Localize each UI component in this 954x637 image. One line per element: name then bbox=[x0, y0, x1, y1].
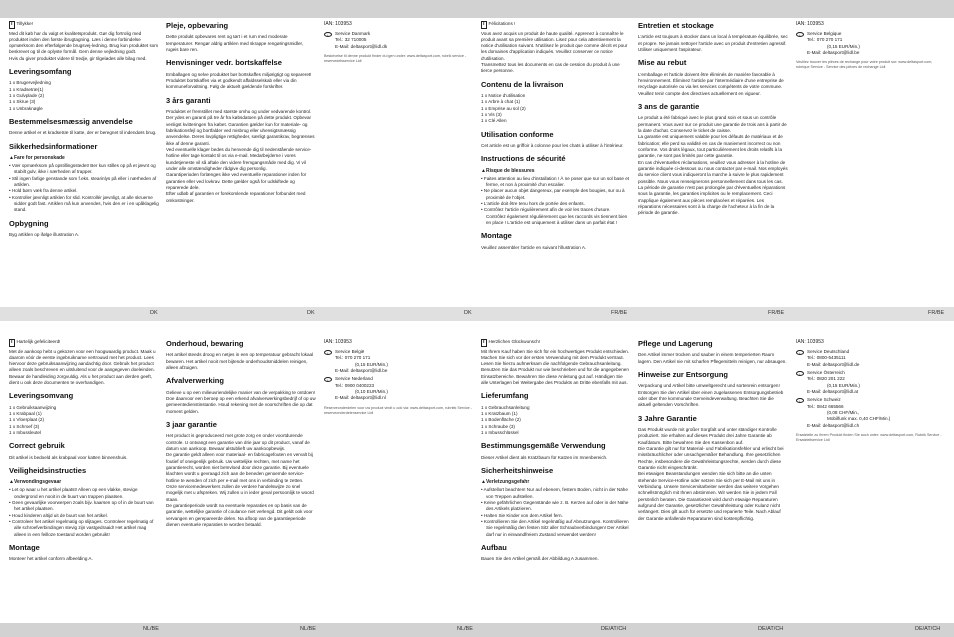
top-band bbox=[0, 0, 954, 18]
bullet: • Halten Sie Kinder von dem Artikel fern. bbox=[481, 512, 563, 518]
service-tel: Tel.: 0800-5435111 bbox=[807, 355, 846, 361]
fr-column-3 bbox=[796, 21, 946, 305]
intro-text: Met de aankoop hebt u gekozen voor een hoogwaardig product. Maak u daarom vóór de eerste ingebruikname vertrouwd met het product. Lees hiervoor deze gebruiksaanwijzing aandachtig door. Gebruik het product alleen zoals beschreven en uitsluitend voor de aangegeven doeleinden. Bewaar de handleiding zorgvuldig. Als u het product aan derden geeft, dient u ook deze documenten te overhandigen. bbox=[9, 348, 156, 386]
heading: Aufbau bbox=[481, 542, 507, 552]
lang-label: DK bbox=[307, 310, 315, 316]
service-tel: Tel.: 070 270 171 bbox=[807, 37, 843, 43]
bullet: • Let op waar u het artikel plaatst! Alleen op een vlakke, stevige ondergrond en nooit in de buurt van trappen plaatsen. bbox=[9, 487, 138, 499]
middle-band bbox=[0, 307, 954, 321]
heading: Hinweise zur Entsorgung bbox=[638, 370, 729, 379]
heading: Instructions de sécurité bbox=[481, 154, 566, 164]
service-block bbox=[796, 370, 946, 395]
intro-title: Félicitations ! bbox=[488, 21, 516, 26]
service-rate: (0,10 EUR/Min.) bbox=[355, 388, 388, 394]
service-block bbox=[796, 397, 946, 429]
service-name: Service Schweiz bbox=[807, 397, 841, 403]
intro-title: Herzlichen Glückwunsch! bbox=[488, 339, 541, 344]
heading: Montage bbox=[481, 231, 512, 241]
service-block bbox=[324, 31, 474, 50]
service-name: Service Danmark bbox=[335, 30, 371, 36]
footnote: Ersatzteile zu Ihrem Produkt finden Sie auch unter: www.deltasport.com, Rubrik Service - Ersatzteilservice Lidl bbox=[796, 432, 942, 442]
scope-item: 1 x Inbussleutel bbox=[9, 430, 41, 436]
lang-label: DE/AT/CH bbox=[601, 626, 627, 632]
scope-item: 1 x Unbraknøgle bbox=[9, 105, 43, 111]
heading: Bestimmungsgemäße Verwendung bbox=[481, 441, 606, 451]
intro bbox=[9, 339, 159, 347]
disposal-text: Gelieve u op een milieuvriendelijke manier van de verpakking te ontdoen! Doe daarvoor een beroep op een erkend afvalverwerkingsbedrijf of op uw gemeentedienstinstantie. Houd rekening met de voorschriften die op dat moment gelden. bbox=[166, 389, 316, 414]
lang-label: NL/BE bbox=[143, 626, 159, 632]
build-text: Veuillez assembler l'article en suivant l'illustration A. bbox=[481, 244, 587, 250]
lang-label: DK bbox=[150, 310, 158, 316]
service-name: Service Deutschland bbox=[807, 348, 850, 354]
service-rate: (0,15 EUR/Min.) bbox=[827, 43, 860, 49]
heading: Lieferumfang bbox=[481, 391, 529, 401]
service-mail: E-Mail: deltasport@lidl.be bbox=[335, 367, 388, 373]
bullet: • Faites attention au lieu d'installation ! À ne poser que sur un sol base et ferme, et non à proximité d'un escalier. bbox=[481, 175, 630, 188]
scope-item: 1 x Vloerplaat (2) bbox=[9, 417, 44, 423]
scope-item: 1 x Gulvplade (2) bbox=[9, 93, 44, 99]
service-mail: E-Mail: deltasport@lidl.de bbox=[807, 361, 860, 367]
scope-item: 1 x Clé Allen bbox=[481, 118, 507, 124]
heading: Sicherheitshinweise bbox=[481, 466, 554, 476]
bullet: • Geen gevaarlijke voorwerpen zoals bijv. kaarsen op of in de buurt van het artikel plaatsen. bbox=[9, 500, 154, 512]
footnote: Reserveonderdelen voor uw product vindt u ook via: www.deltasport.com, rubriek Service - reserveonderdelenservice Lidl bbox=[324, 405, 472, 415]
info-icon: i bbox=[483, 21, 485, 27]
warranty-text: Produktet er fremstillet med største omhu og under vedvarende kontrol. Der ydes en garanti på tre år fra købsdatoen på dette produkt. Opbevar venligst kvitteringen fra købet. Garantien gælder kun for materiale- og fabrikationsfejl og bortfalder ved misbrug eller uhensigtsmæssig anvendelse. Deres lovpligtige rettigheder, særligt garantikrav, begrænses ikke af denne garanti. Ved eventuelle klager bedes du henvende dig til nedenstående service-hotline eller tage kontakt til os via e-mail. Medarbejderne i vores kundetjeneste vil så aftale den videre fremgangsmåde med dig. Vi vil under alle omstændigheder rådgive dig personlig. Garantiperioden forlænges ikke ved eventuelle reparationer inden for garantien eller ved lovkrav. Dette gælder også for udskiftede og reparerede dele. Efter udløb af garantien er forekomlende reparationer forbundet med omkostninger. bbox=[166, 109, 315, 203]
heading: Correct gebruik bbox=[9, 441, 65, 451]
scope-item: 1 x Vis (3) bbox=[481, 112, 502, 118]
de-column-2 bbox=[638, 339, 788, 621]
de-column-3 bbox=[796, 339, 946, 621]
scope-item: 1 x Bodenfläche (2) bbox=[481, 417, 521, 423]
lang-label: FR/BE bbox=[611, 310, 628, 316]
lang-label: DE/AT/CH bbox=[915, 626, 941, 632]
intro bbox=[481, 21, 631, 29]
de-column-1 bbox=[481, 339, 631, 621]
nl-column-2 bbox=[166, 339, 316, 621]
service-tel: Tel.: 32 710005 bbox=[335, 37, 367, 43]
bullet: • Aufstellort beachten! Nur auf ebenem, festem Boden, nicht in der Nähe von Treppen aufstellen. bbox=[481, 487, 628, 499]
service-icon: ◐ bbox=[796, 398, 804, 403]
service-tel: Tel.: 0820 201 222 bbox=[807, 376, 845, 382]
scope-item: 1 x Emprise au sol (2) bbox=[481, 105, 526, 111]
use-text: Denne artikel er et kradsetræ til katte, der er beregnet til indendørs brug. bbox=[9, 130, 157, 136]
care-text: L'article est toujours à stocker dans un local à température équilibrée, sec et propre. Ne jamais nettoyer l'article avec un produit d'entretien agressif. Utiliser uniquement l'aspirateur. bbox=[638, 34, 788, 52]
heading: Leveringsomvang bbox=[9, 391, 74, 401]
service-rate: (0,15 EUR/Min.) bbox=[827, 382, 860, 388]
nl-column-3 bbox=[324, 339, 474, 621]
bottom-band bbox=[0, 623, 954, 637]
warning-label: ▲ Fare for personskade bbox=[9, 155, 159, 162]
service-mail: E-Mail: deltasport@lidl.at bbox=[807, 388, 859, 394]
heading: Mise au rebut bbox=[638, 58, 687, 68]
intro-text: Med dit køb har du valgt et kvalitetsprodukt. Gør dig fortrolig med produktet inden den første ibrugtagning. Læs i denne forbindelse opmærksom den efterfølgende brugsvej-ledning. Brug kun produktet som beskrevet og til de oplyste formål. Gem denne vejledning godt. Hvis du giver produktet videre til tredje, gir tilgelødes alle bilag med. bbox=[9, 30, 159, 61]
service-icon: ◐ bbox=[324, 350, 332, 355]
info-icon: i bbox=[483, 339, 485, 345]
scope-item: 1 x Krabpaal (1) bbox=[9, 411, 42, 417]
bullet: • Ne placer aucun objet dangereux, par exemple des bougies, sur ou à proximité de l'objet. bbox=[481, 188, 625, 200]
bullet: • Keine gefährlichen Gegenstände wie z. B. Kerzen auf oder in der Nähe des Artikels platzieren. bbox=[481, 500, 629, 512]
lang-label: NL/BE bbox=[300, 626, 316, 632]
heading: Utilisation conforme bbox=[481, 129, 554, 139]
service-rate: Mobilfunk max. 0,40 CHF/Min.) bbox=[827, 416, 891, 422]
heading: 3 ans de garantie bbox=[638, 101, 700, 111]
heading: Onderhoud, bewaring bbox=[166, 339, 244, 348]
ian-number: IAN: 103953 bbox=[324, 339, 352, 345]
dk-column-3 bbox=[324, 21, 474, 305]
warning-label: ▲ Risque de blessures bbox=[481, 168, 631, 175]
bullet: • Kontroller jævnligt artiklen for slid. Kontrollér jævnligt, at alle skruerne sidder godt fast. Artiklen må kun anvendes, hvis den er i en upåklagelig stand. bbox=[9, 194, 159, 213]
lang-label: FR/BE bbox=[928, 310, 945, 316]
service-mail: E-Mail: deltasport@lidl.ch bbox=[807, 422, 860, 428]
nl-column-1 bbox=[9, 339, 159, 621]
bullet: • Kontrollieren Sie den Artikel regelmäßig auf Abnutzungen. Kontrollieren Sie regelmäßig den festen Sitz aller Schraubverbindungen! Der Artikel darf nur in einwandfreiem Zustand verwendet werden! bbox=[481, 519, 629, 537]
heading: Montage bbox=[9, 542, 40, 552]
dk-column-2 bbox=[166, 21, 316, 305]
bullet: • Hold børn væk fra denne artikel. bbox=[9, 188, 78, 194]
intro-text: Vous avez acquis un produit de haute qualité. Apprenez à connaître le produit avant sa première utilisation. Lisez pour cela attentivement la notice d'utilisation suivant. N'utilisez le produit que comme décrit et pour les domaines d'application indiqués. Veuillez conserver ce notice d'utilisation. Transmettez tous les documents en cas de cession du produit à une tierce personne. bbox=[481, 30, 628, 74]
build-text: Bauen Sie den Artikel gemäß der Abbildung A zusammen. bbox=[481, 556, 599, 562]
service-mail: E-Mail: deltasport@lidl.be bbox=[807, 49, 860, 55]
disposal-text: Verpackung und Artikel bitte umweltgerecht und sortenrein entsorgen! Entsorgen Sie den Artikel über einen zugelassenen Entsorgungsbetrieb oder über Ihre kommunale Gemeindeverwaltung. Beachten Sie die aktuell geltenden Vorschriften. bbox=[638, 383, 784, 408]
warranty-text: Das Produkt wurde mit großer Sorgfalt und unter ständiger Kontrolle produziert. Sie erhalten auf dieses Produkt drei Jahre Garantie ab Kaufdatum. Bitte bewahren Sie den Kassenbon auf. Die Garantie gilt nur für Material- und Fabrikationsfehler und erlischt bei missbräuchlicher oder unsachgemäßer Behandlung. Ihre gesetzlichen Rechte, insbesondere die Gewährleistungsrechte, werden durch diese Garantie nicht eingeschränkt. Bei etwaigen Beanstandungen wenden Sie sich bitte an die unten stehende Service-Hotline oder setzen Sie sich per E-Mail mit uns in Verbindung. Unsere Servicemitarbeiter werden das weitere Vorgehen schnellstmöglich mit Ihnen abstimmen. Wir werden Sie in jedem Fall persönlich beraten. Die Garantiezeit wird durch etwaige Reparaturen aufgrund der Garantie, gesetzlicher Gewährleistung oder Kulanz nicht verlängert. Dies gilt auch für ersetzte und reparierte Teile. Nach Ablauf der Garantie anfallende Reparaturen sind kostenpflichtig. bbox=[638, 427, 784, 521]
build-text: Byg artiklen op ifølge illustration A. bbox=[9, 232, 80, 237]
intro-title: Hartelijk gefeliciteerd! bbox=[16, 339, 61, 344]
heading: Pleje, opbevaring bbox=[166, 21, 229, 30]
service-block bbox=[324, 349, 474, 374]
warning-label: ▲ Verwondingsgevaar bbox=[9, 479, 159, 486]
service-name: Service Belgique bbox=[807, 30, 842, 36]
info-icon: i bbox=[11, 339, 13, 345]
heading: 3 Jahre Garantie bbox=[638, 413, 697, 423]
service-name: Service Nederland bbox=[335, 376, 373, 382]
ian-number: IAN: 103953 bbox=[796, 21, 824, 27]
disposal-text: Emballagen og selve produktet bør bortskaffes miljørigtigt og separeret! Produktet bortskaffes via et godkendt affaldsselskab eller via din kommuneforvaltning. Følg de aktuelt gældende forskrifter. bbox=[166, 71, 312, 90]
heading: Afvalverwerking bbox=[166, 376, 224, 386]
info-icon: i bbox=[11, 21, 13, 27]
warranty-text: Le produit a été fabriqué avec le plus grand soin et sous un contrôle permanent. Vous avez sur ce produit une garantie de trois ans à partir de la date d'achat. Conservez le ticket de caisse. La garantie est uniquement valable pour les défauts de matériaux et de fabrication; elle perd sa validité en cas de maniement incorrect ou non conforme. Vos droits légaux, tout particulièrement les droits relatifs à la garantie, ne sont pas limités par cette garantie. En cas d'éventuelles réclamations, veuillez vous adresser à la hotline de garantie indiquée ci-dessous ou nous contacter par e-mail. Nos employés du service client vous indiqueront la marche à suivre le plus rapidement possible. Nous vous renseignerons personnellement dans tous les cas. La période de garantie n'est pas prolongée par d'éventuelles réparations sous la garantie, les garanties implicites ou le remplacement. Ceci s'applique également aux pièces remplacées et réparées. Les réparations nécessaires sont à la charge de l'acheteur à la fin de la période de garantie. bbox=[638, 115, 788, 216]
lang-label: DE/AT/CH bbox=[758, 626, 784, 632]
bullet: • Controleer het artikel regelmatig op slijtages. Controleer regelmatig of alle schroefverbindingen stevig zijn vastgedraaid! Het artikel mag alleen in een feilloze toestand worden gebruikt! bbox=[9, 519, 154, 537]
heading: Contenu de la livraison bbox=[481, 79, 564, 89]
heading: 3 års garanti bbox=[166, 95, 211, 105]
dk-column-1 bbox=[9, 21, 159, 305]
ian-number: IAN: 103953 bbox=[796, 339, 824, 345]
lang-label: FR/BE bbox=[768, 310, 785, 316]
service-icon: ◐ bbox=[796, 371, 804, 376]
intro-title: Tillykke! bbox=[16, 21, 33, 26]
scope-item: 1 x Brugervejledning bbox=[9, 80, 51, 86]
bullet: • L'article doit être tenu hors de portée des enfants. bbox=[481, 201, 585, 206]
intro-text: Mit Ihrem Kauf haben Sie sich für ein hochwertiges Produkt entschieden. Machen Sie sich vor der ersten Verwendung mit dem Produkt vertraut. Lesen Sie hierzu aufmerksam die nachfolgende Gebrauchsanleitung. Benutzen Sie das Produkt nur wie beschrieben und für die angegebenen Einsatzbereiche. Bewahren Sie diese Anleitung gut auf. Händigen Sie alle Unterlagen bei Weitergabe des Produkts an Dritte ebenfalls mit aus. bbox=[481, 348, 630, 386]
heading: 3 jaar garantie bbox=[166, 419, 217, 429]
heading: Sikkerhedsinformationer bbox=[9, 141, 98, 151]
heading: Bestemmelsesmæssig anvendelse bbox=[9, 117, 133, 127]
use-text: Dieser Artikel dient als Kratzbaum für Katzen im Innenbereich. bbox=[481, 454, 608, 460]
service-icon: ◐ bbox=[324, 377, 332, 382]
service-name: Service België bbox=[335, 348, 365, 354]
lang-label: DK bbox=[464, 310, 472, 316]
service-tel: Tel.: 0842 665566 bbox=[807, 403, 844, 409]
lang-label: NL/BE bbox=[457, 626, 473, 632]
heading: Pflege und Lagerung bbox=[638, 339, 713, 348]
ian-number: IAN: 103953 bbox=[324, 21, 352, 27]
scope-item: 1 x Arbre à chat (1) bbox=[481, 99, 521, 105]
bullet: • Vær opmærksom på opstillingsstedet! Ber kun stilles op på et jævnt og stabilt gulv, ikke i nærheden af trapper. bbox=[9, 163, 156, 175]
care-text: Het artikel steeds droog en netjes in een op temperatuur gebracht lokaal bewaren. Het artikel nooit met bijtende onderhoudsmiddelen reinigen, alleen afzuigen. bbox=[166, 352, 314, 370]
scope-item: 1 x Kratzbaum (1) bbox=[481, 411, 518, 417]
warning-label: ▲ Verletzungsgefahr bbox=[481, 479, 631, 486]
disposal-text: L'emballage et l'article doivent être éliminés de manière favorable à l'environnement. Éliminez l'article par l'intermédiaire d'une entreprise de recyclage autorisée ou via les services compétents de votre commune. Veuillez tenir compte des directives actuellement en vigueur. bbox=[638, 71, 784, 96]
heading: Entretien et stockage bbox=[638, 21, 714, 30]
bullet: • Houd kinderen altijd uit de buurt van het artikel. bbox=[9, 512, 108, 518]
build-text: Monteer het artikel conform afbeelding A. bbox=[9, 556, 93, 562]
service-block bbox=[796, 31, 946, 56]
scope-item: 1 x Schraube (3) bbox=[481, 423, 515, 429]
service-mail: E-Mail: deltasport@lidl.dk bbox=[335, 43, 388, 49]
scope-item: 1 x Notice d'utilisation bbox=[481, 93, 526, 99]
scope-item: 1 x Schroef (3) bbox=[9, 423, 40, 429]
service-name: Service Österreich bbox=[807, 369, 845, 375]
scope-item: 1 x Kradsetræ(1) bbox=[9, 86, 44, 92]
use-text: Cet article est un griffoir à colonne pour les chats à utiliser à l'intérieur. bbox=[481, 143, 624, 149]
use-text: Dit artikel is bedoeld als krabpaal voor katten binnenshuis. bbox=[9, 454, 128, 460]
scope-item: 1 x Gebruiksaanwijzing bbox=[9, 404, 57, 410]
service-rate: (0,15 EUR/Min.) bbox=[355, 361, 388, 367]
service-tel: Tel.: 0900 0400223 bbox=[335, 382, 375, 388]
intro bbox=[9, 21, 159, 29]
footnote: Veuillez trouver les pièces de rechange pour votre produit sur: www.deltasport.com, rubrique Service - Service des pièces de rechange Lidl bbox=[796, 60, 933, 70]
care-text: Dette produkt opbevares rent og tørt i et rum med moderate temperaturer. Rengør aldrig artiklen med skrappe rengøringsmidler, rugeis bare ren. bbox=[166, 34, 304, 52]
fr-column-2 bbox=[638, 21, 788, 305]
heading: Opbygning bbox=[9, 218, 49, 228]
service-rate: (0,08 CHF/Min., bbox=[827, 409, 860, 415]
scope-item: 1 x Inbusschlüssel bbox=[481, 430, 519, 436]
bullet: • Stil ingen farlige genstande som f.eks. stearinlys på eller i nærheden af artiklen. bbox=[9, 175, 157, 188]
intro bbox=[481, 339, 631, 347]
service-icon: ◐ bbox=[324, 32, 332, 37]
heading: Henvisninger vedr. bortskaffelse bbox=[166, 58, 282, 68]
service-mail: E-Mail: deltasport@lidl.nl bbox=[335, 395, 386, 401]
warranty-text: Het product is geproduceerd met grote zorg en onder voortdurende controle. U ontvangt een garantie van drie jaar op dit product, vanaf de datum van aankoop. Bewaar alstublieft uw aankoopbewijs. De garantie geldt alleen voor materiaal- en fabricagefouten en vervalt bij foutief of oneigenlijk gebruik. Uw wettelijke rechten, met name het garantierecht, worden niet beïnvloed door deze garantie. Bij eventuele klachten wordt u gevraagd zich aan de beneden genoemde service-hotline te wenden of zich per e-mail met ons in verbinding te zetten. Onze servicemedewerkers zullen de verdere handelswijze zo snel mogelijk met u afspreken. Wij zullen u in ieder geval persoonlijk te woord staan. De garantieperiode wordt na eventuele reparaties en op basis van de garantie, wettelijke garantie of coulance niet verlengd. Dit geldt ook voor vervangen en gerepareerde delen. Na afloop van de garantieperiode dienen eventuele reparaties te worden betaald. bbox=[166, 433, 314, 527]
heading: Veiligheidsinstructies bbox=[9, 466, 87, 476]
scope-item: 1 x Skrue (3) bbox=[9, 99, 36, 105]
heading: Leveringsomfang bbox=[9, 67, 72, 77]
care-text: Den Artikel immer trocken und sauber in einem temperierten Raum lagern. Den Artikel nie mit scharfen Pflegemitteln reinigen, nur absaugen. bbox=[638, 352, 787, 364]
service-icon: ◐ bbox=[796, 350, 804, 355]
fr-column-1 bbox=[481, 21, 631, 305]
service-icon: ◐ bbox=[796, 32, 804, 37]
service-tel: Tel.: 070 270 171 bbox=[335, 355, 371, 361]
scope-item: 1 x Gebrauchsanleitung bbox=[481, 404, 530, 410]
service-block bbox=[796, 349, 946, 368]
bullet: • Contrôlez l'article régulièrement afin de voir les traces d'usure. Contrôlez également régulièrement que les raccords vis tiennent bien en place ! L'article est uniquement à utiliser dans un parfait état ! bbox=[481, 207, 628, 225]
service-block bbox=[324, 376, 474, 401]
footnote: Beskrivelse til denne produkt finder du igen under: www.deltasport.com, rubrik service - reservedelsservice Lidl bbox=[324, 53, 467, 63]
